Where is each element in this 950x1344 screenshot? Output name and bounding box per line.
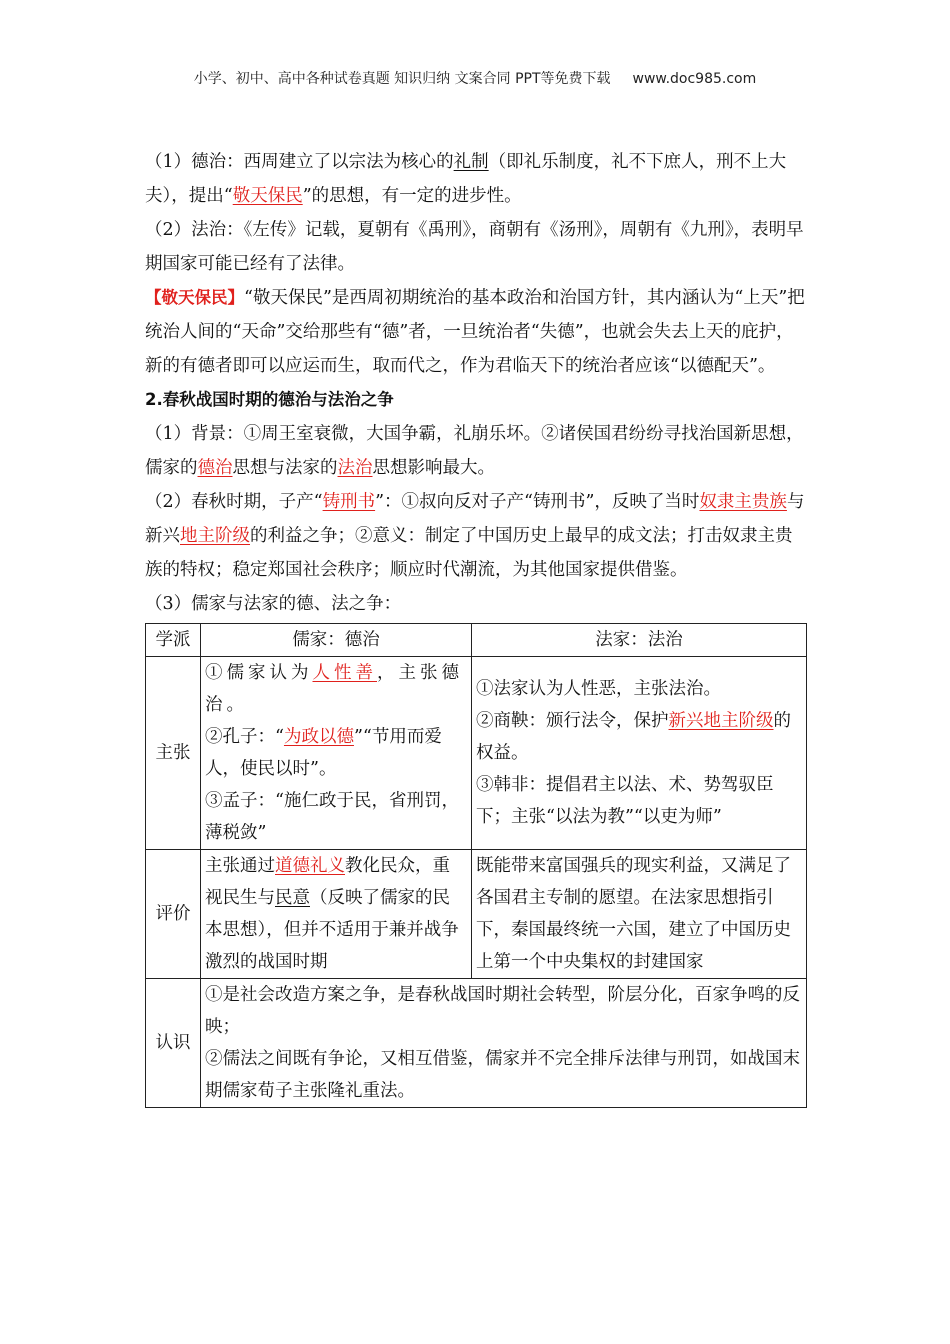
- table-cell: 既能带来富国强兵的现实利益，又满足了各国君主专制的愿望。在法家思想指引下，秦国最终统一六国，建立了中国历史上第一个中央集权的封建国家: [472, 850, 807, 979]
- table-cell: ①儒家认为人性善，主张德治。 ②孔子：“为政以德”“节用而爱人，使民以时”。 ③孟子：“施仁政于民，省刑罚，薄税敛”: [201, 657, 472, 850]
- keyword-dizhu-jieji: 地主阶级: [180, 526, 250, 546]
- table-header-row: [146, 624, 807, 657]
- row-label: 认识: [146, 979, 201, 1108]
- keyword-nuli-guizu: 奴隶主贵族: [699, 492, 787, 512]
- paragraph-dezhi: （1）德治：西周建立了以宗法为核心的礼制（即礼乐制度，礼不下庶人，刑不上大夫），提出“敬天保民”的思想，有一定的进步性。: [145, 152, 787, 206]
- table-header-cell: 法家：法治: [472, 624, 807, 657]
- note-label: 【敬天保民】: [145, 288, 244, 307]
- table-cell: 主张通过道德礼义教化民众，重视民生与民意（反映了儒家的民本思想），但并不适用于兼并战争激烈的战国时期: [201, 850, 472, 979]
- header-text: 小学、初中、高中各种试卷真题 知识归纳 文案合同 PPT等免费下载: [193, 71, 611, 87]
- paragraph-jingtianbaomin-note: 【敬天保民】“敬天保民”是西周初期统治的基本政治和治国方针，其内涵认为“上天”把统治人间的“天命”交给那些有“德”者，一旦统治者“失德”，也就会失去上天的庇护，新的有德者即可以应运而生，取而代之，作为君临天下的统治者应该“以德配天”。: [145, 288, 805, 376]
- table-row: [146, 657, 807, 850]
- header-site-link[interactable]: www.doc985.com: [632, 71, 757, 87]
- keyword-daodeliyi: 道德礼义: [275, 856, 345, 876]
- table-header-cell: 儒家：德治: [201, 624, 472, 657]
- keyword-zhuxingshu: 铸刑书: [322, 492, 376, 512]
- row-label: 主张: [146, 657, 201, 850]
- keyword-xinxing-dizhu: 新兴地主阶级: [668, 711, 774, 731]
- row-label: 评价: [146, 850, 201, 979]
- keyword-lizhi: 礼制: [453, 152, 489, 172]
- keyword-renxingshan: 人性善: [312, 663, 377, 683]
- paragraph-fazhi: （2）法治：《左传》记载，夏朝有《禹刑》，商朝有《汤刑》，周朝有《九刑》，表明早期国家可能已经有了法律。: [145, 220, 804, 274]
- keyword-minyi: 民意: [275, 888, 310, 908]
- table-row: [146, 979, 807, 1108]
- table-cell: ①法家认为人性恶，主张法治。 ②商鞅：颁行法令，保护新兴地主阶级的权益。 ③韩非：提倡君主以法、术、势驾驭臣下；主张“以法为教”“以吏为师”: [472, 657, 807, 850]
- paragraph-table-intro: （3）儒家与法家的德、法之争：: [145, 594, 402, 614]
- paragraph-background: （1）背景：①周王室衰微，大国争霸，礼崩乐坏。②诸侯国君纷纷寻找治国新思想，儒家的德治思想与法家的法治思想影响最大。: [145, 424, 804, 478]
- document-body: [145, 145, 807, 1108]
- table-row: [146, 850, 807, 979]
- keyword-fazhi: 法治: [337, 458, 373, 478]
- paragraph-zhuxingshu: （2）春秋时期，子产“铸刑书”：①叔向反对子产“铸刑书”，反映了当时奴隶主贵族与新兴地主阶级的利益之争；②意义：制定了中国历史上最早的成文法；打击奴隶主贵族的特权；稳定郑国社会秩序；顺应时代潮流，为其他国家提供借鉴。: [145, 492, 805, 580]
- table-header-cell: 学派: [146, 624, 201, 657]
- keyword-jingtianbaomin: 敬天保民: [232, 186, 303, 206]
- section-2-title: 2.春秋战国时期的德治与法治之争: [145, 390, 394, 409]
- keyword-dezhi: 德治: [197, 458, 233, 478]
- page-header: [0, 68, 950, 88]
- comparison-table: [145, 623, 807, 1108]
- keyword-weizhengyide: 为政以德: [283, 727, 354, 747]
- table-cell: ①是社会改造方案之争，是春秋战国时期社会转型，阶层分化，百家争鸣的反映； ②儒法之间既有争论，又相互借鉴，儒家并不完全排斥法律与刑罚，如战国末期儒家荀子主张隆礼重法。: [201, 979, 807, 1108]
